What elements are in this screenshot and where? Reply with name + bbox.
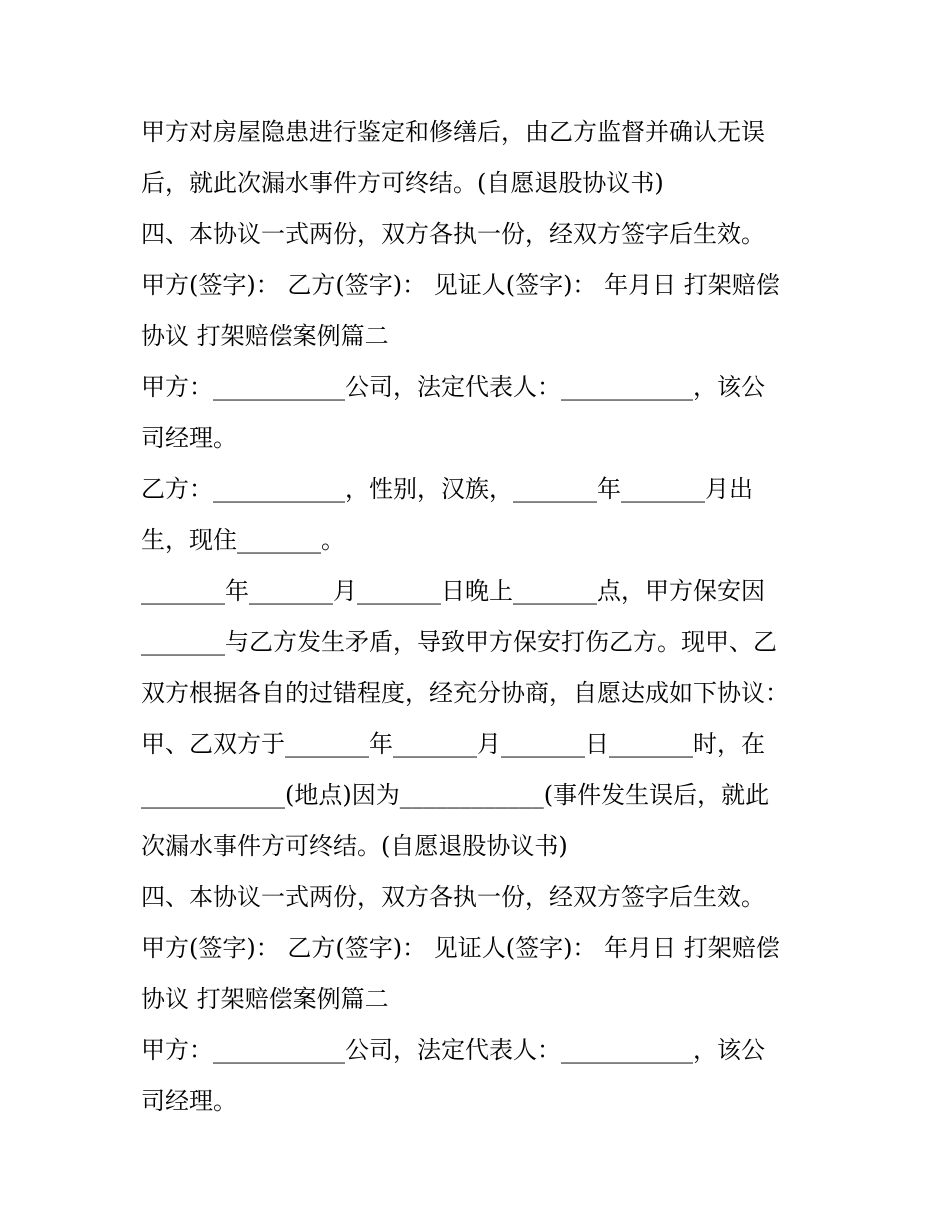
text-line: 双方根据各自的过错程度，经充分协商，自愿达成如下协议： bbox=[141, 679, 789, 707]
text-line: 乙方：___________，性别，汉族，_______年_______月出 bbox=[141, 475, 753, 503]
text-line: 司经理。 bbox=[141, 1087, 237, 1115]
text-line: 四、本协议一式两份，双方各执一份，经双方签字后生效。 bbox=[141, 883, 765, 911]
text-line: 四、本协议一式两份，双方各执一份，经双方签字后生效。 bbox=[141, 220, 765, 248]
text-line: 甲方对房屋隐患进行鉴定和修缮后，由乙方监督并确认无误 bbox=[141, 118, 765, 146]
text-line: 后，就此次漏水事件方可终结。(自愿退股协议书) bbox=[141, 169, 664, 197]
text-line: _______与乙方发生矛盾，导致甲方保安打伤乙方。现甲、乙 bbox=[141, 628, 777, 656]
text-line: 甲方：___________公司，法定代表人：___________，该公 bbox=[141, 1036, 765, 1064]
document-body bbox=[141, 107, 821, 1127]
text-line: 甲方(签字)： 乙方(签字)： 见证人(签字)： 年月日 打架赔偿 bbox=[141, 271, 780, 299]
text-line: 生，现住_______。 bbox=[141, 526, 345, 554]
text-line: _______年_______月_______日晚上_______点，甲方保安因 bbox=[141, 577, 765, 605]
text-line: 甲方：___________公司，法定代表人：___________，该公 bbox=[141, 373, 765, 401]
text-line: 协议 打架赔偿案例篇二 bbox=[141, 322, 389, 350]
text-line: 协议 打架赔偿案例篇二 bbox=[141, 985, 389, 1013]
text-line: ____________(地点)因为____________(事件发生误后，就此 bbox=[141, 781, 770, 809]
text-line: 次漏水事件方可终结。(自愿退股协议书) bbox=[141, 832, 568, 860]
text-line: 甲、乙双方于_______年_______月_______日_______时，在 bbox=[141, 730, 765, 758]
text-line: 甲方(签字)： 乙方(签字)： 见证人(签字)： 年月日 打架赔偿 bbox=[141, 934, 780, 962]
text-line: 司经理。 bbox=[141, 424, 237, 452]
